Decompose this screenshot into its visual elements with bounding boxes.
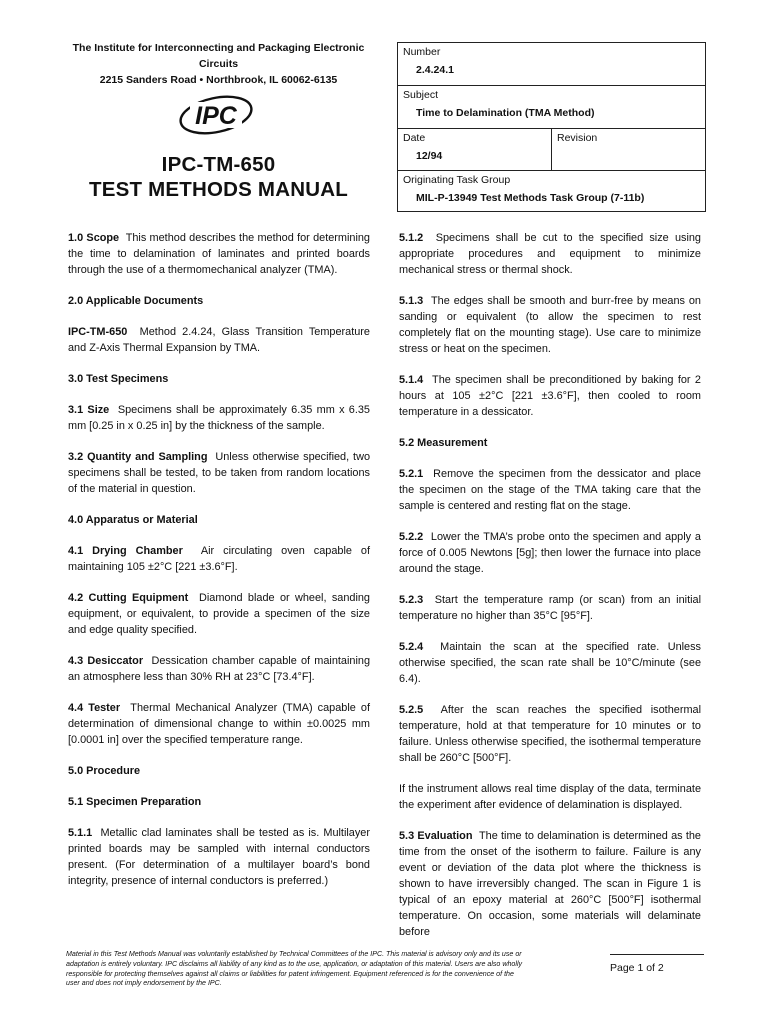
paragraph (68, 512, 370, 528)
section-text: Diamond blade or wheel, sanding equipment, or equivalent, to provide a specimen of the size and edge quality specified. (68, 592, 370, 636)
section-text: Thermal Mechanical Analyzer (TMA) capable of determination of dimensional change to within ±0.0025 mm [0.0001 in] over the specified temperature range. (68, 702, 370, 746)
date-cell (398, 129, 552, 170)
section-heading: 5.1.4 (399, 374, 424, 386)
subject-row (398, 86, 705, 129)
paragraph (68, 794, 370, 810)
section-heading: 3.2 Quantity and Sampling (68, 451, 208, 463)
section-text: Remove the specimen from the dessicator and place the specimen on the stage of the TMA taking care that the sample is centered and resting flat on the stage. (399, 468, 701, 512)
number-value: 2.4.24.1 (416, 64, 454, 76)
date-revision-row (398, 129, 705, 171)
section-text: The specimen shall be preconditioned by baking for 2 hours at 105 ±2°C [221 ±3.6°F], then cooled to room temperature in a dessicator. (399, 374, 701, 418)
section-text: The edges shall be smooth and burr-free by means on sanding or equivalent (to allow the specimen to rest completely flat on the mounting stage). Use care to minimize stress or heat on the specimen. (399, 295, 701, 355)
section-heading: 5.2.1 (399, 468, 424, 480)
paragraph (68, 763, 370, 779)
section-text: Start the temperature ramp (or scan) from an initial temperature no higher than 35°C [95°F]. (399, 594, 702, 622)
section-heading: 5.1 Specimen Preparation (68, 796, 202, 808)
paragraph (68, 371, 370, 387)
paragraph (399, 293, 701, 357)
section-heading: 5.3 Evaluation (399, 830, 473, 842)
section-heading: 4.2 Cutting Equipment (68, 592, 189, 604)
section-heading: IPC-TM-650 (68, 326, 128, 338)
number-label: Number (403, 46, 441, 58)
paragraph (399, 702, 701, 766)
section-heading: 3.1 Size (68, 404, 110, 416)
revision-value (552, 145, 705, 149)
ipc-logo-mark (176, 92, 256, 138)
section-heading: 5.1.1 (68, 827, 93, 839)
paragraph (68, 402, 370, 434)
paragraph (399, 435, 701, 451)
paragraph (68, 449, 370, 497)
section-heading: 5.1.3 (399, 295, 424, 307)
disclaimer-text: Material in this Test Methods Manual was voluntarily established by Technical Committees of the IPC. This material is advisory only and its use or adaptation is entirely voluntary. IPC disclaims all liability of any kind as to the use, application, or adaptation of this material. Users are also wholly responsible for protecting themselves against all claims or liabilities for patent infringement. Equipment referenced is for the convenience of the user and does not imply endorsement by the IPC. (66, 950, 523, 988)
date-value: 12/94 (416, 150, 443, 162)
paragraph (399, 828, 701, 940)
subject-value: Time to Delamination (TMA Method) (416, 107, 595, 119)
paragraph (68, 700, 370, 748)
manual-title (56, 152, 381, 202)
section-heading: 4.1 Drying Chamber (68, 545, 183, 557)
org-header (56, 40, 381, 88)
section-text: Metallic clad laminates shall be tested as is. Multilayer printed boards may be sampled with internal conductors present. (For determination of a multilayer board’s bond integrity, presence of internal conductors is preferred.) (68, 827, 370, 887)
manual-title-line2: TEST METHODS MANUAL (89, 178, 348, 201)
section-heading: 1.0 Scope (68, 232, 120, 244)
date-label: Date (403, 132, 426, 144)
section-heading: 5.2.2 (399, 531, 424, 543)
section-heading: 2.0 Applicable Documents (68, 295, 204, 307)
section-text: If the instrument allows real time display of the data, terminate the experiment after evidence of delamination is displayed. (399, 783, 701, 811)
org-name: The Institute for Interconnecting and Packaging Electronic Circuits (72, 42, 365, 70)
section-text: Unless otherwise specified, two specimens shall be tested, to be taken from random locations of the material in question. (68, 451, 371, 495)
section-text: Maintain the scan at the specified rate. Unless otherwise specified, the scan rate shall be 10°C/minute (see 6.4). (399, 641, 701, 685)
paragraph (399, 639, 701, 687)
section-text: The time to delamination is determined as the time from the onset of the isotherm to failure. Failure is any event or deviation of the data plot where the thickness is shown to have irreversibly changed. The scan in Figure 1 is typical of an epoxy material at 260°C [500°F] isothermal temperature. On occasion, some materials will delaminate before (399, 830, 701, 938)
paragraph (68, 324, 370, 356)
document-info-table (397, 42, 706, 212)
task-group-row (398, 171, 705, 211)
page-number: Page 1 of 2 (610, 962, 664, 974)
section-heading: 5.2 Measurement (399, 437, 488, 449)
section-heading: 5.2.5 (399, 704, 424, 716)
paragraph (68, 653, 370, 685)
section-text: Dessication chamber capable of maintaining an atmosphere less than 30% RH at 23°C [73.4°F]. (68, 655, 370, 683)
section-text: Method 2.4.24, Glass Transition Temperature and Z-Axis Thermal Expansion by TMA. (68, 326, 370, 354)
paragraph (68, 293, 370, 309)
task-group-label: Originating Task Group (403, 174, 511, 186)
revision-label: Revision (557, 132, 598, 144)
page-number-rule (610, 954, 704, 955)
section-heading: 4.4 Tester (68, 702, 121, 714)
section-text: This method describes the method for determining the time to delamination of laminates and printed boards through the use of a thermomechanical analyzer (TMA). (68, 232, 370, 276)
right-text-column (399, 230, 701, 955)
section-text: After the scan reaches the specified isothermal temperature, hold at that temperature for 10 minutes or to failure. Unless otherwise specified, the isothermal temperature shall be 260°C [500°F]. (399, 704, 701, 764)
paragraph (399, 372, 701, 420)
paragraph (399, 781, 701, 813)
paragraph (68, 230, 370, 278)
section-text: Specimens shall be approximately 6.35 mm x 6.35 mm [0.25 in x 0.25 in] by the thickness of the sample. (68, 404, 370, 432)
section-heading: 5.1.2 (399, 232, 424, 244)
manual-title-line1: IPC-TM-650 (161, 153, 276, 176)
task-group-value: MIL-P-13949 Test Methods Task Group (7-11b) (416, 192, 645, 204)
section-heading: 4.3 Desiccator (68, 655, 144, 667)
subject-label: Subject (403, 89, 439, 101)
paragraph (399, 466, 701, 514)
section-heading: 5.2.4 (399, 641, 424, 653)
paragraph (399, 529, 701, 577)
left-text-column (68, 230, 370, 904)
section-text: Lower the TMA’s probe onto the specimen and apply a force of 0.005 Newtons [5g]; then lower the furnace into place around the stage. (399, 531, 701, 575)
section-heading: 4.0 Apparatus or Material (68, 514, 198, 526)
section-text: Specimens shall be cut to the specified size using appropriate procedures and equipment to minimize mechanical stress or thermal shock. (399, 232, 701, 276)
logo-text: IPC (195, 102, 237, 130)
number-row (398, 43, 705, 86)
paragraph (399, 230, 701, 278)
section-heading: 5.2.3 (399, 594, 424, 606)
revision-cell (552, 129, 705, 170)
section-heading: 5.0 Procedure (68, 765, 141, 777)
paragraph (68, 825, 370, 889)
paragraph (68, 543, 370, 575)
org-address: 2215 Sanders Road • Northbrook, IL 60062-6135 (99, 74, 338, 86)
paragraph (399, 592, 701, 624)
section-text: Air circulating oven capable of maintaining 105 ±2°C [221 ±3.6°F]. (68, 545, 370, 573)
ipc-logo (176, 92, 256, 138)
section-heading: 3.0 Test Specimens (68, 373, 169, 385)
paragraph (68, 590, 370, 638)
